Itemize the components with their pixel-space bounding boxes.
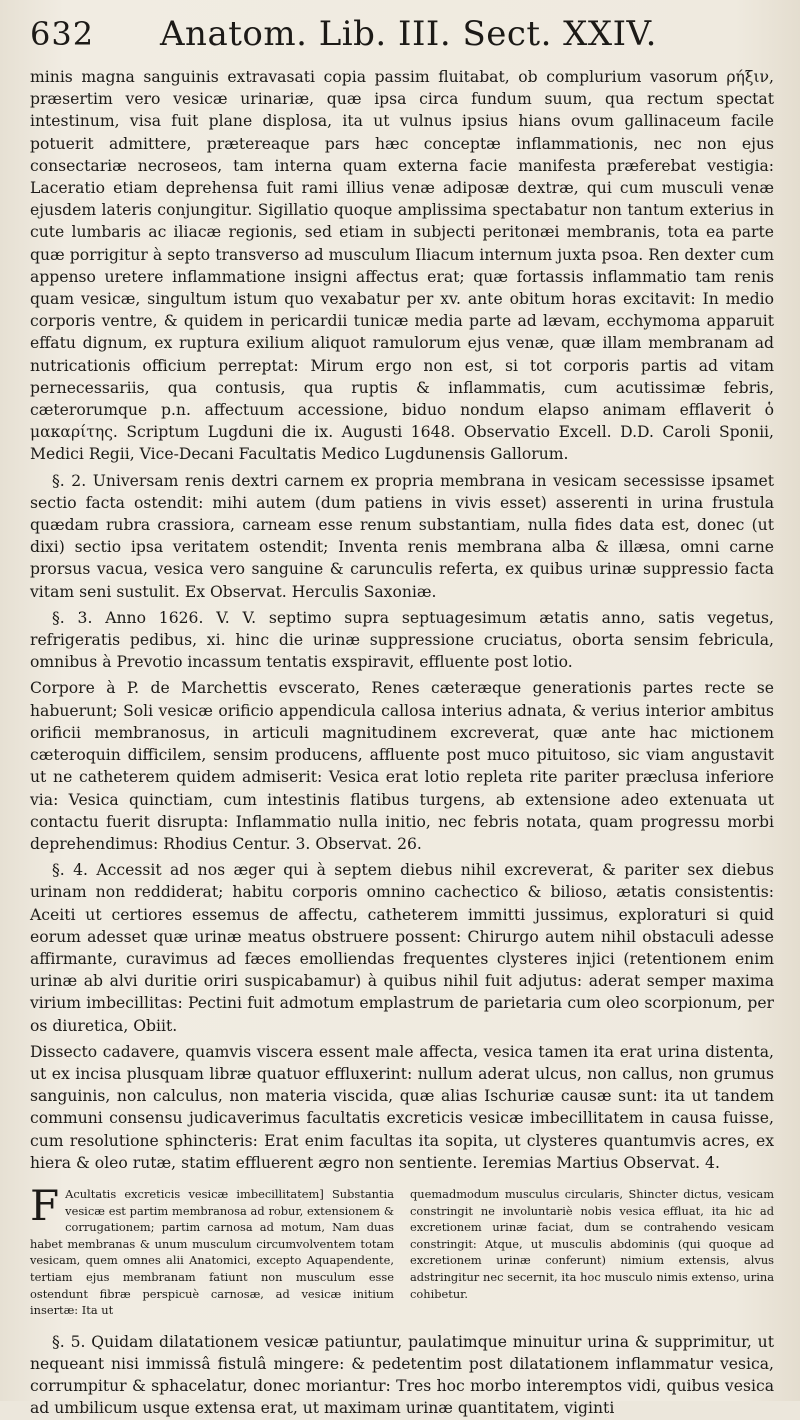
paragraph-section-3: §. 3. Anno 1626. V. V. septimo supra septuagesimum ætatis anno, satis vegetus, refrigeratis pedibus, xi. hinc die urinæ suppressione cruciatus, oborta sensim febricula, omnibus à Prevotio incassum tentatis exspiravit, effluente post lotio. xyxy=(30,608,774,672)
paragraph-section-4-dissection: Dissecto cadavere, quamvis viscera essent male affecta, vesica tamen ita erat urina distenta, ut ex incisa plusquam libræ quatuor effluxerint: nullum aderat ulcus, non callus, non grumus sanguinis, non calculus, non materia viscida, quæ alias Ischuriæ causæ sunt: ita ut tandem communi consensu judicaverimus facultatis excreticis vesicæ imbecillitatem in causa fuisse, cum resolutione sphincteris: Erat enim facultas ita sopita, ut clysteres quantumvis acres, ex hiera & oleo rutæ, statim effluerent ægro non sentiente. Ieremias Martius Observat. 4. xyxy=(30,1042,774,1172)
commentary-left-column xyxy=(30,1180,394,1319)
paragraph-section-3-dissection: Corpore à P. de Marchettis evscerato, Renes cæteræque generationis partes recte se habuerunt; Soli vesicæ orificio appendicula callosa interius adnata, & verius interior ambitus orificii membranosus, in articuli magnitudinem excreverat, quæ ante hac mictionem cæteroquin difficilem, sensim producens, affluente post muco pituitoso, sic viam angustavit ut ne catheterem quidem admiserit: Vesica erat lotio repleta rite pariter præclusa inferiore via: Vesica quinctiam, cum intestinis flatibus turgens, ab extensione adeo extenuata ut contactu fuerit disrupta: Inflammatio nulla initio, nec febris notata, quam progressu morbi deprehendimus: Rhodius Centur. 3. Observat. 26. xyxy=(30,679,774,853)
drop-cap-letter: F xyxy=(30,1180,60,1230)
paragraph-section-2: §. 2. Universam renis dextri carnem ex propria membrana in vesicam secessisse ipsamet sectio facta ostendit: mihi autem (dum patiens in vivis esset) asserenti in urina frustula quædam rubra crassiora, carneam esse renum substantiam, nulla fides data est, donec (ut dixi) sectio ipsa veritatem ostendit; Inventa renis membrana alba & illæsa, omni carne prorsus vacua, vesica vero sanguine & carunculis referta, ex quibus urinæ suppressio facta vitam seni sustulit. Ex Observat. Herculis Saxoniæ. xyxy=(30,471,774,601)
commentary-left-text: Acultatis excreticis vesicæ imbecillitatem] Substantia vesicæ est partim membranosa ad robur, extensionem & corrugationem; partim carnosa ad motum, Nam duas habet membranas & unum musculum circumvolventem totam vesicam, quem omnes alii Anatomici, excepto Aquapendente, tertiam ejus membranam fatiunt non musculum esse ostendunt fibræ perspicuè carnosæ, ad vesicæ initium insertæ: Ita ut xyxy=(30,1186,394,1318)
paragraph-continuation: minis magna sanguinis extravasati copia passim fluitabat, ob complurium vasorum ρήξιν, præsertim vero vesicæ urinariæ, quæ ipsa circa fundum suum, qua rectum spectat intestinum, visa fuit plane displosa, ita ut vulnus ipsius hians ovum gallinaceum facile potuerit admittere, prætereaque pars hæc conceptæ inflammationis, nec non ejus consectariæ necroseos, tam interna quam externa facie manifesta præferebat vestigia: Laceratio etiam deprehensa fuit rami illius venæ adiposæ dextræ, qui cum musculi venæ ejusdem lateris conjungitur. Sigillatio quoque amplissima spectabatur non tantum exterius in cute lumbaris ac iliacæ regionis, sed etiam in subjecti peritonæi membranis, tota ea parte quæ porrigitur à septo transverso ad musculum Iliacum internum juxta psoa. Ren dexter cum appenso uretere inflammatione insigni affectus erat; quæ fortassis inflammatio tam renis quam vesicæ, singultum istum quo vexabatur per xv. ante obitum horas excitavit: In medio corporis ventre, & quidem in pericardii tunicæ media parte ad lævam, ecchymoma apparuit effatu dignum, ex ruptura exilium aliquot ramulorum ejus venæ, quæ illam membranam ad nutricationis officium perreptat: Mirum ergo non est, si tot corporis partis ad vitam pernecessariis, qua contusis, qua ruptis & inflammatis, cum acutissimæ febris, cæterorumque p.n. affectuum accessione, biduo nondum elapso animam efflaverit ὁ μακαρίτης. Scriptum Lugduni die ix. Augusti 1648. Observatio Excell. D.D. Caroli Sponii, Medici Regii, Vice-Decani Facultatis Medico Lugdunensis Gallorum. xyxy=(30,68,774,464)
page-header xyxy=(30,14,774,66)
commentary-right-column xyxy=(410,1186,774,1319)
paragraph-section-5: §. 5. Quidam dilatationem vesicæ patiuntur, paulatimque minuitur urina & supprimitur, ut nequeant nisi immissâ fistulâ mingere: & pedetentim post dilatationem inflammatur vesica, corrumpitur & sphacelatur, donec moriantur: Tres hoc morbo interemptos vidi, quibus vesica ad umbilicum usque extensa erat, ut maximam urinæ quantitatem, viginti xyxy=(30,1332,774,1418)
paragraph-section-4: §. 4. Accessit ad nos æger qui à septem diebus nihil excreverat, & pariter sex diebus urinam non reddiderat; habitu corporis omnino cachectico & bilioso, ætatis consistentis: Aceiti ut certiores essemus de affectu, catheterem immitti jussimus, exploraturi si quid eorum adesset quæ urinæ meatus obstruere possent: Chirurgo autem nihil obstaculi adesse affirmante, curavimus ad fæces emolliendas frequentes clysteres injici (retentionem enim urinæ ab alvi duritie oriri suspicabamur) à quibus nihil fuit adjutus: aderat semper maxima virium imbecillitas: Pectini fuit admotum emplastrum de parietaria cum oleo scorpionum, per os diuretica, Obiit. xyxy=(30,861,774,1035)
main-text xyxy=(30,66,774,1174)
commentary-right-text: quemadmodum musculus circularis, Shincter dictus, vesicam constringit ne involuntariè nobis vesica effluat, ita hic ad excretionem urinæ faciat, dum se contrahendo vesicam constringit: Atque, ut musculis abdominis (qui quoque ad excretionem urinæ conferunt) nimium extensis, alvus adstringitur nec secernit, ita hoc musculo nimis extenso, urina cohibetur. xyxy=(410,1186,774,1301)
commentary-notes xyxy=(30,1180,774,1319)
main-text-continued xyxy=(30,1331,774,1420)
running-title: Anatom. Lib. III. Sect. XXIV. xyxy=(160,14,657,54)
page-number: 632 xyxy=(30,15,95,53)
